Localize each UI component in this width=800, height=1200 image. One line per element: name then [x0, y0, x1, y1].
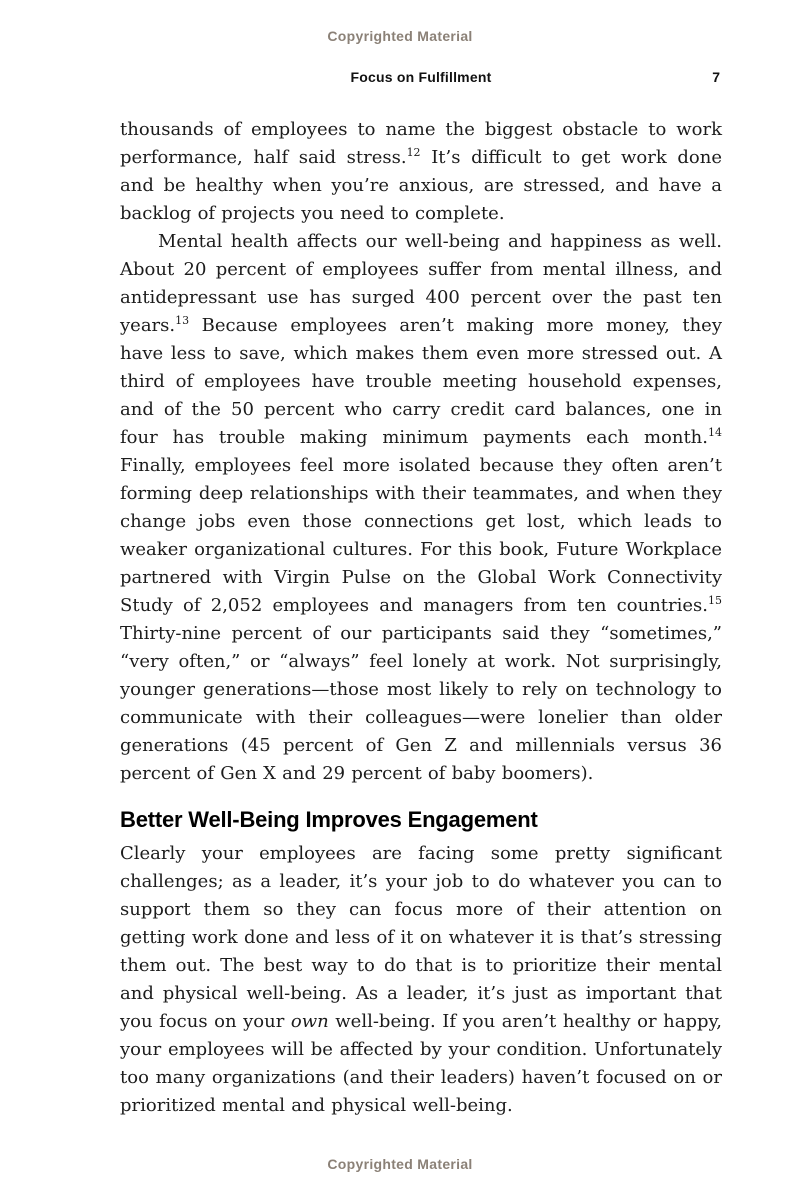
text-run: Mental health affects our well-being and happiness as well. About 20 percent of employees suffer from mental illness, and antidepressant use has surged 400 percent over the past ten years.	[120, 231, 722, 336]
text-run: Because employees aren’t making more money, they have less to save, which makes them even more stressed out. A third of employees have trouble meeting household expenses, and of the 50 percent who carry credit card balances, one in four has trouble making minimum payments each month.	[120, 315, 722, 448]
text-run: It’s difficult to get work done and be healthy when you’re anxious, are stressed, and have a backlog of projects you need to complete.	[120, 147, 723, 224]
footnote-reference: 12	[406, 146, 421, 159]
emphasized-text: own	[290, 1011, 329, 1032]
body-text-block-1	[120, 116, 722, 788]
footnote-reference: 14	[708, 426, 722, 439]
text-run: thousands of employees to name the biggest obstacle to work performance, half said stress.	[120, 119, 722, 168]
copyright-notice-top: Copyrighted Material	[327, 28, 473, 44]
body-text-block-2	[120, 840, 722, 1120]
page-body	[120, 116, 722, 1120]
body-paragraph	[120, 228, 722, 788]
text-run: well-being. If you aren’t healthy or happy, your employees will be affected by your condition. Unfortunately too many organizations (and their leaders) haven’t focused on or prioritized mental and physical well-being.	[120, 1011, 722, 1116]
copyright-notice-bottom: Copyrighted Material	[327, 1156, 473, 1172]
running-header	[120, 69, 722, 87]
text-run: Thirty-nine percent of our participants said they “sometimes,” “very often,” or “always” feel lonely at work. Not surprisingly, younger generations—those most likely to rely on technology to communicate with their colleagues—were lonelier than older generations (45 percent of Gen Z and millennials versus 36 percent of Gen X and 29 percent of baby boomers).	[120, 623, 722, 784]
text-run: Finally, employees feel more isolated because they often aren’t forming deep relationships with their teammates, and when they change jobs even those connections get lost, which leads to weaker organizational cultures. For this book, Future Workplace partnered with Virgin Pulse on the Global Work Connectivity Study of 2,052 employees and managers from ten countries.	[120, 455, 722, 616]
body-paragraph	[120, 840, 722, 1120]
footnote-reference: 13	[175, 314, 190, 327]
section-heading: Better Well-Being Improves Engagement	[120, 807, 538, 832]
footnote-reference: 15	[708, 594, 722, 607]
text-run: Clearly your employees are facing some pretty significant challenges; as a leader, it’s your job to do whatever you can to support them so they can focus more of their attention on getting work done and less of it on whatever it is that’s stressing them out. The best way to do that is to prioritize their mental and physical well-being. As a leader, it’s just as important that you focus on your	[120, 843, 722, 1032]
page-number: 7	[712, 69, 720, 85]
body-paragraph	[120, 116, 722, 228]
running-header-title: Focus on Fulfillment	[350, 69, 492, 85]
